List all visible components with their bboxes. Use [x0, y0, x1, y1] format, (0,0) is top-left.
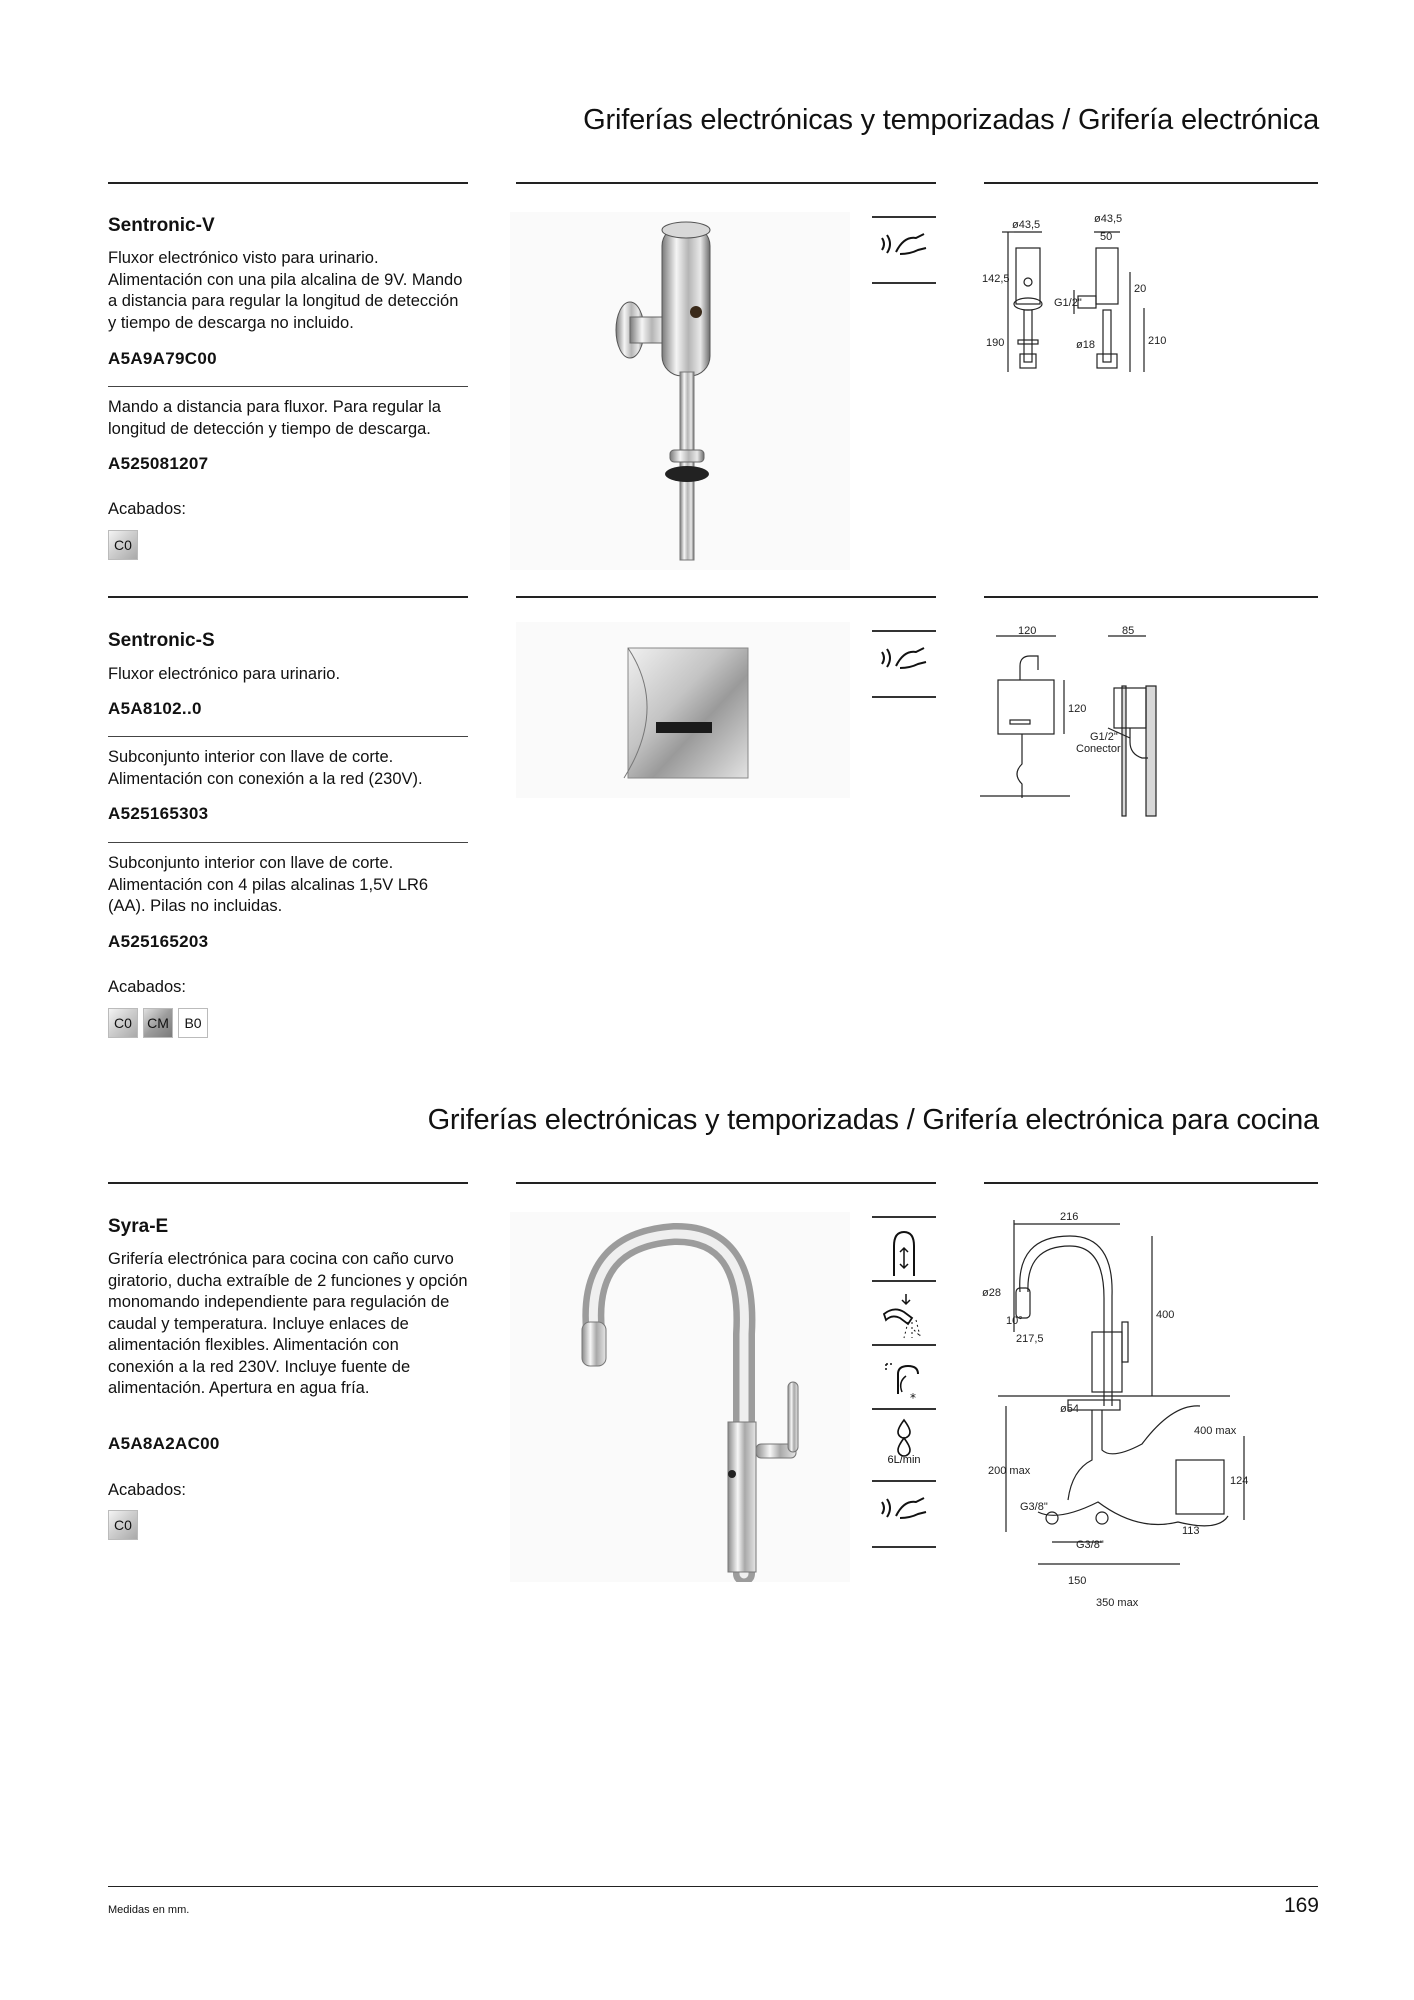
svg-text:*: *: [910, 1391, 916, 1405]
finish-swatch-c0: C0: [108, 530, 138, 560]
divider: [984, 596, 1318, 598]
product-description: Fluxor electrónico para urinario.: [108, 665, 341, 683]
divider: [108, 842, 468, 843]
product-description: Grifería electrónica para cocina con caño curvo giratorio, ducha extraíble de 2 funciones y opción monomando independiente para regulación de caudal y temperatura. Incluye enlaces de alimentación flexibles. Alimentación con conexión a la red 230V. Incluye fuente de alimentación. Apertura en agua fría.: [108, 1250, 468, 1397]
dim-label: 85: [1122, 626, 1135, 637]
dim-label: 350 max: [1096, 1597, 1139, 1609]
cold-water-opening-icon: [872, 1344, 936, 1410]
dim-label: 120: [1018, 626, 1037, 637]
technical-drawing-syra-e: [980, 1212, 1270, 1612]
finish-swatch-c0: C0: [108, 1008, 138, 1038]
finish-swatch-cm: CM: [143, 1008, 173, 1038]
product-photo-sentronic-v: [510, 212, 850, 570]
divider: [984, 182, 1318, 184]
dim-label: 120: [1068, 703, 1087, 715]
feature-icons-sentronic-s: [872, 630, 936, 698]
sensor-hand-icon: [872, 216, 936, 284]
product-code: A5A9A79C00: [108, 349, 217, 368]
product-name-syra-e: Syra-E: [108, 1216, 169, 1237]
product-name-sentronic-v: Sentronic-V: [108, 215, 215, 236]
dim-label: G1/2": [1054, 297, 1082, 309]
product-name-sentronic-s: Sentronic-S: [108, 630, 215, 651]
dim-label: ø54: [1060, 1403, 1079, 1415]
finishes-label: Acabados:: [108, 1481, 186, 1499]
footer-note: Medidas en mm.: [108, 1904, 190, 1916]
dim-label: ø43,5: [1094, 213, 1123, 225]
finishes-swatches: [108, 530, 138, 560]
dim-label: 124: [1230, 1475, 1249, 1487]
product-photo-sentronic-s: [516, 622, 850, 798]
dim-label: 142,5: [982, 273, 1010, 285]
finishes-label: Acabados:: [108, 500, 186, 518]
technical-drawing-sentronic-v: [978, 212, 1178, 382]
dim-label: 190: [986, 337, 1005, 349]
divider: [108, 182, 468, 184]
footer-divider: [108, 1886, 1318, 1887]
finish-swatch-c0: C0: [108, 1510, 138, 1540]
feature-icons-sentronic-v: [872, 216, 936, 284]
product-code: A5A8A2AC00: [108, 1434, 220, 1453]
dim-label: 10°: [1006, 1315, 1023, 1327]
product-code: A5A8102..0: [108, 699, 202, 718]
finishes-swatches: [108, 1008, 208, 1038]
divider: [108, 596, 468, 598]
dim-label: 200 max: [988, 1465, 1031, 1477]
flow-rate-label: 6L/min: [887, 1454, 921, 1466]
dim-label: ø28: [982, 1287, 1001, 1299]
dim-label: Conector: [1076, 743, 1121, 755]
feature-icons-syra-e: [872, 1216, 936, 1546]
dim-label: 113: [1182, 1525, 1200, 1537]
divider: [108, 386, 468, 387]
dim-label: 150: [1068, 1575, 1087, 1587]
section-title-electronic: Griferías electrónicas y temporizadas / Grifería electrónica: [583, 104, 1319, 136]
pull-out-shower-icon: [872, 1280, 936, 1346]
subassembly-description: Subconjunto interior con llave de corte. Alimentación con 4 pilas alcalinas 1,5V LR6 (AA). Pilas no incluidas.: [108, 854, 429, 915]
section-title-kitchen: Griferías electrónicas y temporizadas / Grifería electrónica para cocina: [427, 1104, 1319, 1136]
subassembly-code: A525165203: [108, 932, 209, 951]
sensor-hand-icon: [872, 630, 936, 698]
subassembly-description: Subconjunto interior con llave de corte. Alimentación con conexión a la red (230V).: [108, 748, 423, 788]
dim-label: 20: [1134, 283, 1147, 295]
dim-label: 400: [1156, 1309, 1175, 1321]
finishes-label: Acabados:: [108, 978, 186, 996]
divider: [516, 1182, 936, 1184]
dim-label: G1/2": [1090, 731, 1118, 743]
subassembly-code: A525165303: [108, 804, 209, 823]
page-number: 169: [1283, 1894, 1319, 1917]
divider: [516, 596, 936, 598]
dim-label: 217,5: [1016, 1333, 1044, 1345]
accessory-code: A525081207: [108, 454, 209, 473]
dim-label: ø43,5: [1012, 219, 1041, 231]
product-description: Fluxor electrónico visto para urinario. Alimentación con una pila alcalina de 9V. Mando a distancia para regular la longitud de detección y tiempo de descarga no incluido.: [108, 249, 463, 332]
dim-label: ø18: [1076, 339, 1095, 351]
dim-label: 400 max: [1194, 1425, 1237, 1437]
finishes-swatches: [108, 1510, 138, 1540]
dim-label: 216: [1060, 1212, 1079, 1223]
divider: [984, 1182, 1318, 1184]
swivel-spout-icon: [872, 1216, 936, 1282]
dim-label: 50: [1100, 231, 1113, 243]
divider: [516, 182, 936, 184]
dim-label: G3/8": [1020, 1501, 1048, 1513]
finish-swatch-b0: B0: [178, 1008, 208, 1038]
accessory-description: Mando a distancia para fluxor. Para regular la longitud de detección y tiempo de descarga.: [108, 398, 441, 438]
dim-label: 210: [1148, 335, 1167, 347]
sensor-hand-icon: [872, 1480, 936, 1548]
divider: [108, 736, 468, 737]
technical-drawing-sentronic-s: [980, 626, 1200, 826]
dim-label: G3/8": [1076, 1539, 1104, 1551]
product-photo-syra-e: [510, 1212, 850, 1582]
divider: [108, 1182, 468, 1184]
water-drop-flow-icon: [872, 1408, 936, 1482]
